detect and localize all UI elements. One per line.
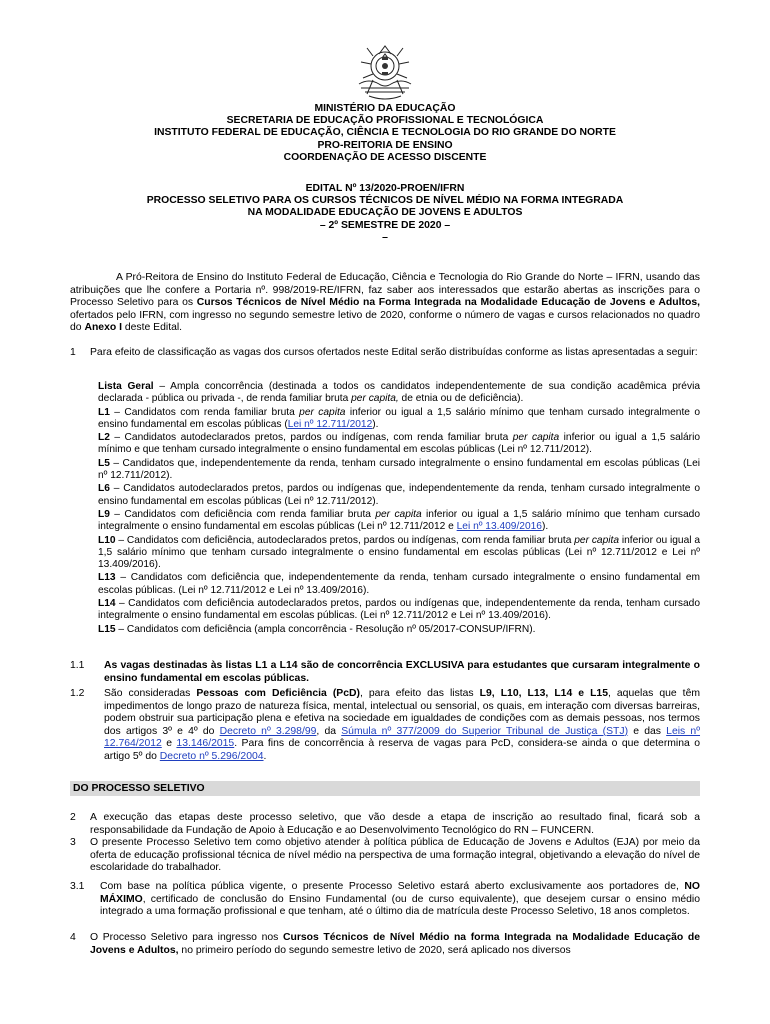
list-l13 xyxy=(98,572,700,597)
list-text: inferior ou igual a 1,5 salário mínimo que tenham cursado integralmente o ensino fundamental em escolas públicas ( xyxy=(98,406,700,430)
list-key: L14 xyxy=(98,598,116,610)
intro-text: A Pró-Reitora de Ensino do Instituto Federal de Educação, Ciência e Tecnologia do Rio Grande do Norte – IFRN, usando das atribuições que lhe confere a Portaria nº. 998/2019-RE/IFRN, faz saber aos interessados que estarão abertas as inscrições para o Processo Seletivo para os xyxy=(70,272,700,309)
ministry-line: MINISTÉRIO DA EDUCAÇÃO xyxy=(314,103,456,114)
institute-line: INSTITUTO FEDERAL DE EDUCAÇÃO, CIÊNCIA E TECNOLOGIA DO RIO GRANDE DO NORTE xyxy=(154,127,616,139)
list-text: – Candidatos com deficiência, autodeclarados pretos, pardos ou indígenas, com renda familiar bruta xyxy=(115,534,575,546)
list-text: – Candidatos com deficiência que, independentemente da renda, tenham cursado integralmente o ensino fundamental em escolas públicas. (Lei nº 12.711/2012 e Lei nº 13.409/2016). xyxy=(98,572,700,596)
list-text: – Candidatos com deficiência (ampla concorrência - Resolução nº 05/2017-CONSUP/IFRN). xyxy=(115,623,536,635)
list-text: ). xyxy=(541,521,549,533)
item-text: , para efeito das listas xyxy=(359,688,480,699)
intro-courses: Cursos Técnicos de Nível Médio na Forma Integrada na Modalidade Educação de Jovens e Adultos, xyxy=(196,297,700,309)
item-4 xyxy=(70,932,700,957)
secretariat-line: SECRETARIA DE EDUCAÇÃO PROFISSIONAL E TECNOLÓGICA xyxy=(226,115,544,127)
list-key: L5 xyxy=(98,457,110,469)
list-key: L15 xyxy=(98,623,116,635)
list-italic: per capita xyxy=(375,508,422,520)
item-text: . xyxy=(263,750,267,762)
item-text: As vagas destinadas às listas L1 a L14 são de concorrência EXCLUSIVA para estudantes que cursaram integralmente o ensino fundamental em escolas públicas. xyxy=(104,660,700,684)
sumula-link[interactable]: Súmula nº 377/2009 do Superior Tribunal de Justiça (STJ) xyxy=(341,725,629,737)
item-text: Com base na política pública vigente, o presente Processo Seletivo estará aberto exclusivamente aos portadores de, xyxy=(100,881,685,892)
law-link[interactable]: Lei nº 12.711/2012 xyxy=(287,418,373,430)
list-key: L6 xyxy=(98,483,110,495)
law-link[interactable]: Leis nº 12.764/2012 xyxy=(104,725,701,750)
list-l5 xyxy=(98,458,700,483)
item-number: 3 xyxy=(70,837,76,848)
intro-text-2: ofertados pelo IFRN, com ingresso no segundo semestre letivo de 2020, conforme o número de vagas e cursos relacionados no quadro do xyxy=(70,309,700,334)
list-text: de etnia ou de deficiência). xyxy=(398,393,524,405)
list-l15 xyxy=(98,624,700,636)
list-text: – Candidatos autodeclarados pretos, pardos ou indígenas que, independentemente da renda, tenham cursado integralmente o ensino fundamental em escolas públicas (Lei nº 12.711/2012). xyxy=(98,483,700,507)
edital-semester: – 2º SEMESTRE DE 2020 – xyxy=(319,219,451,231)
intro-text-3: deste Edital. xyxy=(121,322,183,334)
item-1-2 xyxy=(70,688,700,764)
list-italic: per capita xyxy=(574,534,620,546)
list-key: L9 xyxy=(98,508,110,520)
item-1-1 xyxy=(70,660,700,685)
item-text: A execução das etapas deste processo seletivo, que vão desde a etapa de inscrição ao resultado final, ficará sob a responsabilidade da Fundação de Apoio à Educação e ao Desenvolvimento Tecnológico do RN – FUNCERN. xyxy=(90,812,700,836)
edital-title-line1: PROCESSO SELETIVO PARA OS CURSOS TÉCNICOS DE NÍVEL MÉDIO NA FORMA INTEGRADA xyxy=(146,195,624,207)
list-l6 xyxy=(98,483,700,508)
list-text: inferior ou igual a 1,5 salário mínimo que tenham cursado integralmente o ensino fundamental em escolas públicas (Lei nº 12.711/2012 e xyxy=(98,508,700,533)
list-key: L1 xyxy=(98,406,110,418)
institution-header xyxy=(70,103,700,164)
item-number: 1.1 xyxy=(70,660,85,671)
list-text: – Candidatos com deficiência com renda familiar bruta xyxy=(109,508,376,520)
list-italic: per capita xyxy=(299,406,346,418)
list-l2 xyxy=(98,432,700,457)
list-italic: per capita, xyxy=(351,393,399,405)
item-number: 2 xyxy=(70,812,76,823)
item-bold: Pessoas com Deficiência (PcD) xyxy=(196,688,360,699)
item-3 xyxy=(70,837,700,875)
item-2 xyxy=(70,812,700,837)
list-l14 xyxy=(98,598,700,623)
item-text: O Processo Seletivo para ingresso nos xyxy=(90,932,283,943)
section-heading: DO PROCESSO SELETIVO xyxy=(70,781,700,796)
list-text: ). xyxy=(372,418,379,430)
edital-title-block xyxy=(70,183,700,244)
item-1 xyxy=(70,347,700,360)
list-key: Lista Geral xyxy=(98,381,154,392)
item-text: São consideradas xyxy=(104,688,197,699)
law-link[interactable]: Lei nº 13.409/2016 xyxy=(456,521,542,533)
item-3-1 xyxy=(70,881,700,919)
item-number: 4 xyxy=(70,932,76,943)
item-number: 3.1 xyxy=(70,881,85,892)
coordination-line: COORDENAÇÃO DE ACESSO DISCENTE xyxy=(283,151,487,163)
list-key: L13 xyxy=(98,572,116,584)
intro-paragraph xyxy=(70,272,700,335)
item-number: 1 xyxy=(70,347,76,358)
item-text: , certificado de conclusão do Ensino Fundamental (ou de curso equivalente), que desejem cursar o ensino médio integrado a uma formação profissional e que tenham, até o último dia de matrícula deste Processo Seletivo, 18 anos completos. xyxy=(100,893,700,918)
pro-rectorate-line: PRO-REITORIA DE ENSINO xyxy=(317,139,453,151)
item-text: e das xyxy=(628,725,667,737)
item-text: Para efeito de classificação as vagas dos cursos ofertados neste Edital serão distribuídas conforme as listas apresentadas a seguir: xyxy=(90,347,698,358)
edital-title-line2: NA MODALIDADE EDUCAÇÃO DE JOVENS E ADULTOS xyxy=(247,207,523,219)
edital-dash: – xyxy=(382,231,388,243)
list-text: – Ampla concorrência (destinada a todos os candidatos independentemente de sua condição acadêmica prévia declarada - pública ou privada -, de renda familiar bruta xyxy=(98,381,700,405)
item-bold: Cursos Técnicos de Nível Médio na forma Integrada na Modalidade Educação de Jovens e Adultos, xyxy=(90,932,701,956)
list-geral xyxy=(98,381,700,406)
list-l1 xyxy=(98,407,700,432)
list-l10 xyxy=(98,535,700,572)
list-key: L2 xyxy=(98,432,110,444)
item-bold: NO MÁXIMO xyxy=(100,881,700,905)
list-italic: per capita xyxy=(512,432,560,444)
law-link[interactable]: 13.146/2015 xyxy=(176,738,235,750)
item-text: . Para fins de concorrência à reserva de vagas para PcD, considera-se ainda o que determina o artigo 5º do xyxy=(104,738,700,762)
list-text: – Candidatos autodeclarados pretos, pardos ou indígenas, com renda familiar bruta xyxy=(109,432,513,444)
list-key: L10 xyxy=(98,534,116,546)
coat-of-arms-icon xyxy=(353,44,417,102)
list-text: – Candidatos que, independentemente da renda, tenham cursado integralmente o ensino fundamental em escolas públicas (Lei nº 12.711/2012). xyxy=(98,457,700,482)
item-bold: L9, L10, L13, L14 e L15 xyxy=(479,688,608,699)
decree-link[interactable]: Decreto nº 3.298/99 xyxy=(219,725,317,737)
item-text: no primeiro período do segundo semestre letivo de 2020, será aplicado nos diversos xyxy=(178,944,571,956)
quota-lists xyxy=(98,381,700,637)
item-text: , aquelas que têm impedimentos de longo prazo de natureza física, mental, intelectual ou sensorial, os quais, em interação com diversas barreiras, podem obstruir sua participação plena e efetiva na sociedade em igualdades de condições com as demais pessoas, nos termos dos artigos 3º e 4º do xyxy=(104,688,701,737)
list-l9 xyxy=(98,509,700,534)
intro-annex: Anexo I xyxy=(84,322,122,334)
item-text: , da xyxy=(316,725,342,737)
list-text: – Candidatos com deficiência autodeclarados pretos, pardos ou indígenas que, independentemente da renda, tenham cursado integralmente o ensino fundamental em escolas públicas. (Lei nº 12.711/2012 e Lei nº 13.409/2016). xyxy=(98,598,700,622)
decree-link[interactable]: Decreto nº 5.296/2004 xyxy=(159,750,264,762)
edital-number: EDITAL Nº 13/2020-PROEN/IFRN xyxy=(305,183,465,194)
list-text: – Candidatos com renda familiar bruta xyxy=(109,406,300,418)
item-text: O presente Processo Seletivo tem como objetivo atender à política pública de Educação de Jovens e Adultos (EJA) por meio da oferta de educação profissional técnica de nível médio na perspectiva de uma formação integral, objetivando a elevação do nível de escolaridade do trabalhador. xyxy=(90,837,700,874)
item-text: e xyxy=(161,738,177,750)
list-text: inferior ou igual a 1,5 salário mínimo e que tenham cursado integralmente o ensino fundamental em escolas públicas (Lei nº 12.711/2012). xyxy=(98,432,700,456)
item-number: 1.2 xyxy=(70,688,85,699)
list-text: inferior ou igual a 1,5 salário mínimo que tenham cursado integralmente o ensino fundamental em escolas públicas (Lei nº 12.711/2012 e Lei nº 13.409/2016). xyxy=(98,534,700,571)
